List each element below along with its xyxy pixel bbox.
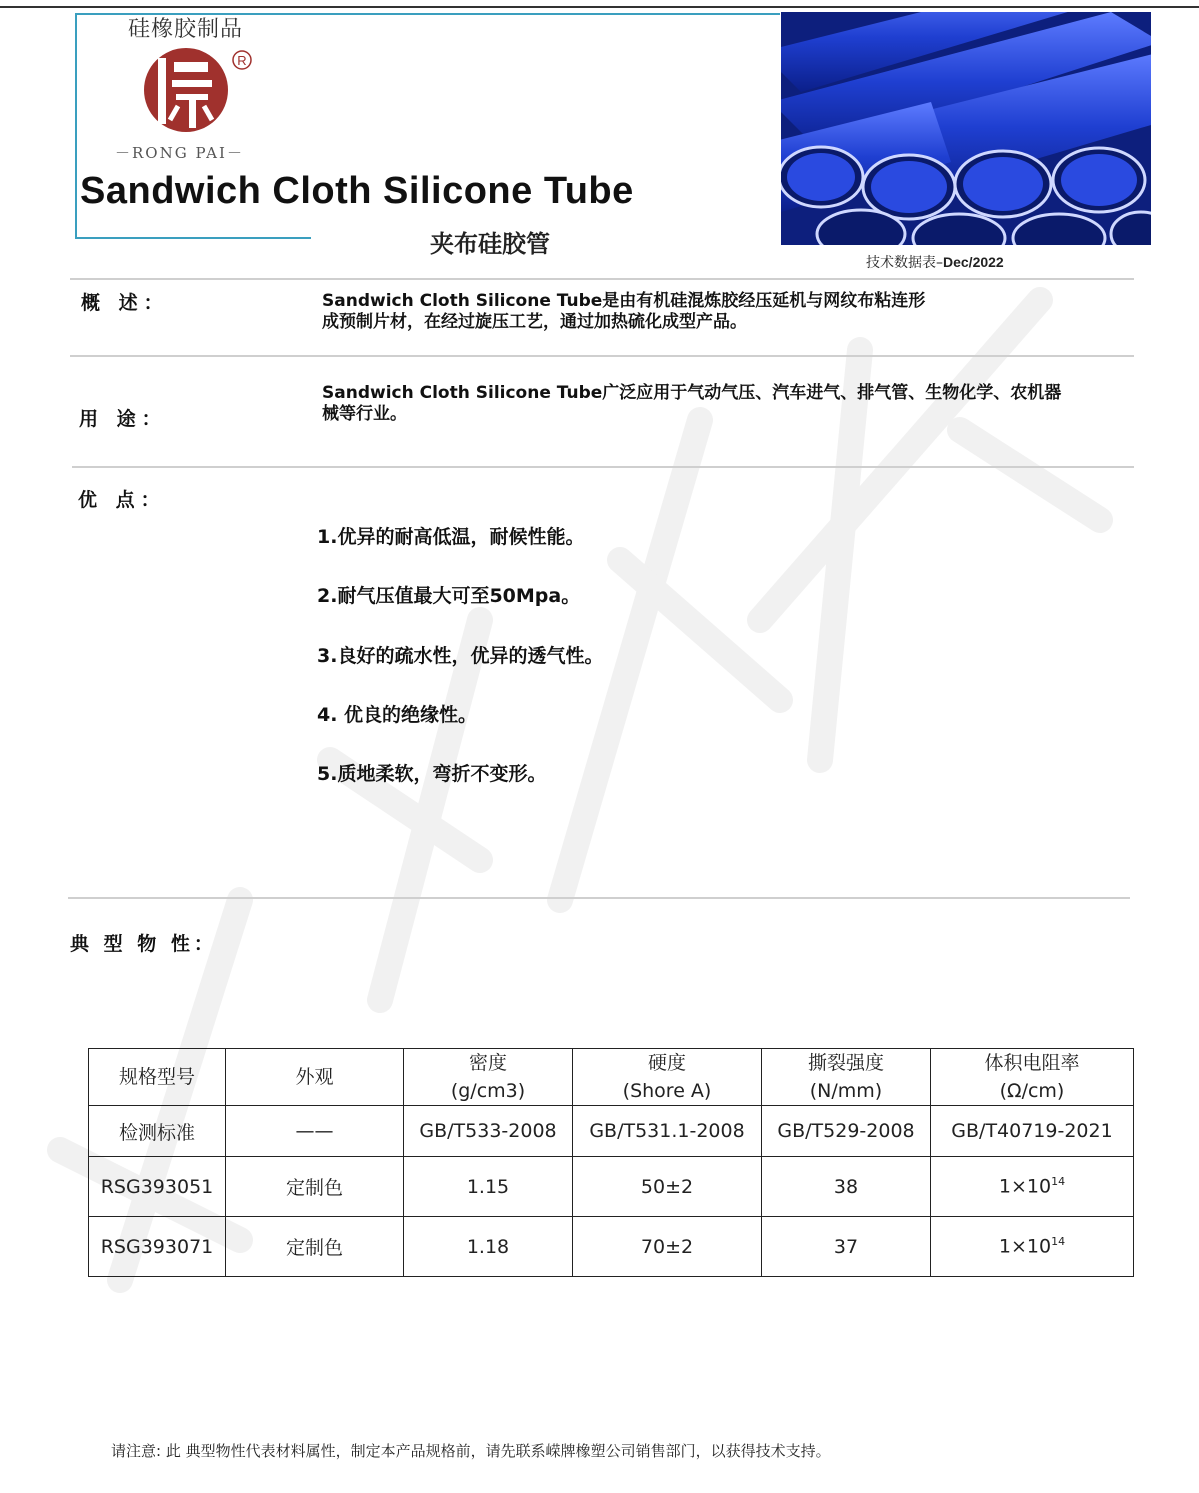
table-cell: 38 <box>762 1157 931 1217</box>
table-cell: $1\times 10^{14}$ <box>931 1217 1134 1277</box>
header-cell: 外观 <box>226 1049 404 1106</box>
header-cell: 硬度 (Shore A) <box>573 1049 762 1106</box>
page-subtitle: 夹布硅胶管 <box>430 230 550 258</box>
table-cell: RSG393071 <box>89 1217 226 1277</box>
header-frame-left <box>75 13 77 239</box>
table-cell: $1\times 10^{14}$ <box>931 1157 1134 1217</box>
usage-line: 械等行业。 <box>322 404 407 424</box>
divider <box>70 355 1134 357</box>
note-text: 此 典型物性代表材料属性，制定本产品规格前，请先联系嵘牌橡塑公司销售部门，以获得技术支持。 <box>161 1442 831 1460</box>
datasheet-stamp <box>866 252 1004 272</box>
datasheet-label: 技术数据表– <box>866 255 943 271</box>
overview-text <box>322 291 925 333</box>
logo-wordmark: －RONG PAI－ <box>115 144 244 162</box>
overview-heading: 概 述： <box>81 292 169 314</box>
table-row <box>89 1217 1134 1277</box>
table-cell: —— <box>226 1106 404 1157</box>
footer-note <box>111 1440 831 1461</box>
divider <box>68 897 1130 899</box>
table-cell: 50±2 <box>573 1157 762 1217</box>
table-row <box>89 1157 1134 1217</box>
overview-line: Sandwich Cloth Silicone Tube是由有机硅混炼胶经压延机与网纹布粘连形 <box>322 291 926 311</box>
usage-text <box>322 383 1061 425</box>
table-cell: RSG393051 <box>89 1157 226 1217</box>
usage-heading: 用 途： <box>79 408 167 430</box>
table-cell: 定制色 <box>226 1157 404 1217</box>
table-cell: 70±2 <box>573 1217 762 1277</box>
header-cell: 撕裂强度 (N/mm) <box>762 1049 931 1106</box>
table-cell: GB/T529-2008 <box>762 1106 931 1157</box>
advantage-item: 5.质地柔软，弯折不变形。 <box>317 763 547 785</box>
overview-line: 成预制片材，在经过旋压工艺，通过加热硫化成型产品。 <box>322 312 747 332</box>
advantage-item: 4. 优良的绝缘性。 <box>317 704 478 726</box>
note-prefix: 请注意: <box>111 1442 162 1460</box>
properties-table <box>88 1048 1134 1277</box>
divider <box>70 278 1134 280</box>
table-cell: GB/T531.1-2008 <box>573 1106 762 1157</box>
table-cell: 1.15 <box>404 1157 573 1217</box>
usage-line: Sandwich Cloth Silicone Tube广泛应用于气动气压、汽车进气、排气管、生物化学、农机器 <box>322 383 1062 403</box>
table-cell: 定制色 <box>226 1217 404 1277</box>
header-cell: 密度 (g/cm3) <box>404 1049 573 1106</box>
advantage-item: 3.良好的疏水性，优异的透气性。 <box>317 645 604 667</box>
advantages-heading: 优 点： <box>78 489 166 511</box>
divider <box>72 466 1134 468</box>
datasheet-date: Dec/2022 <box>943 254 1004 270</box>
header-frame-bottom <box>75 237 311 239</box>
properties-heading: 典 型 物 性： <box>70 933 217 955</box>
company-logo <box>138 44 256 140</box>
table-header-row <box>89 1049 1134 1106</box>
page-title: Sandwich Cloth Silicone Tube <box>80 170 634 212</box>
advantage-item: 1.优异的耐高低温，耐候性能。 <box>317 526 585 548</box>
table-cell: GB/T533-2008 <box>404 1106 573 1157</box>
product-photo <box>781 12 1151 245</box>
table-cell: GB/T40719-2021 <box>931 1106 1134 1157</box>
header-cell: 规格型号 <box>89 1049 226 1106</box>
table-cell: 37 <box>762 1217 931 1277</box>
top-rule <box>0 6 1199 8</box>
logo-caption: 硅橡胶制品 <box>128 17 244 42</box>
table-cell: 1.18 <box>404 1217 573 1277</box>
table-cell: 检测标准 <box>89 1106 226 1157</box>
header-cell: 体积电阻率 (Ω/cm) <box>931 1049 1134 1106</box>
standards-row <box>89 1106 1134 1157</box>
svg-text:R: R <box>237 53 247 68</box>
advantage-item: 2.耐气压值最大可至50Mpa。 <box>317 585 581 607</box>
